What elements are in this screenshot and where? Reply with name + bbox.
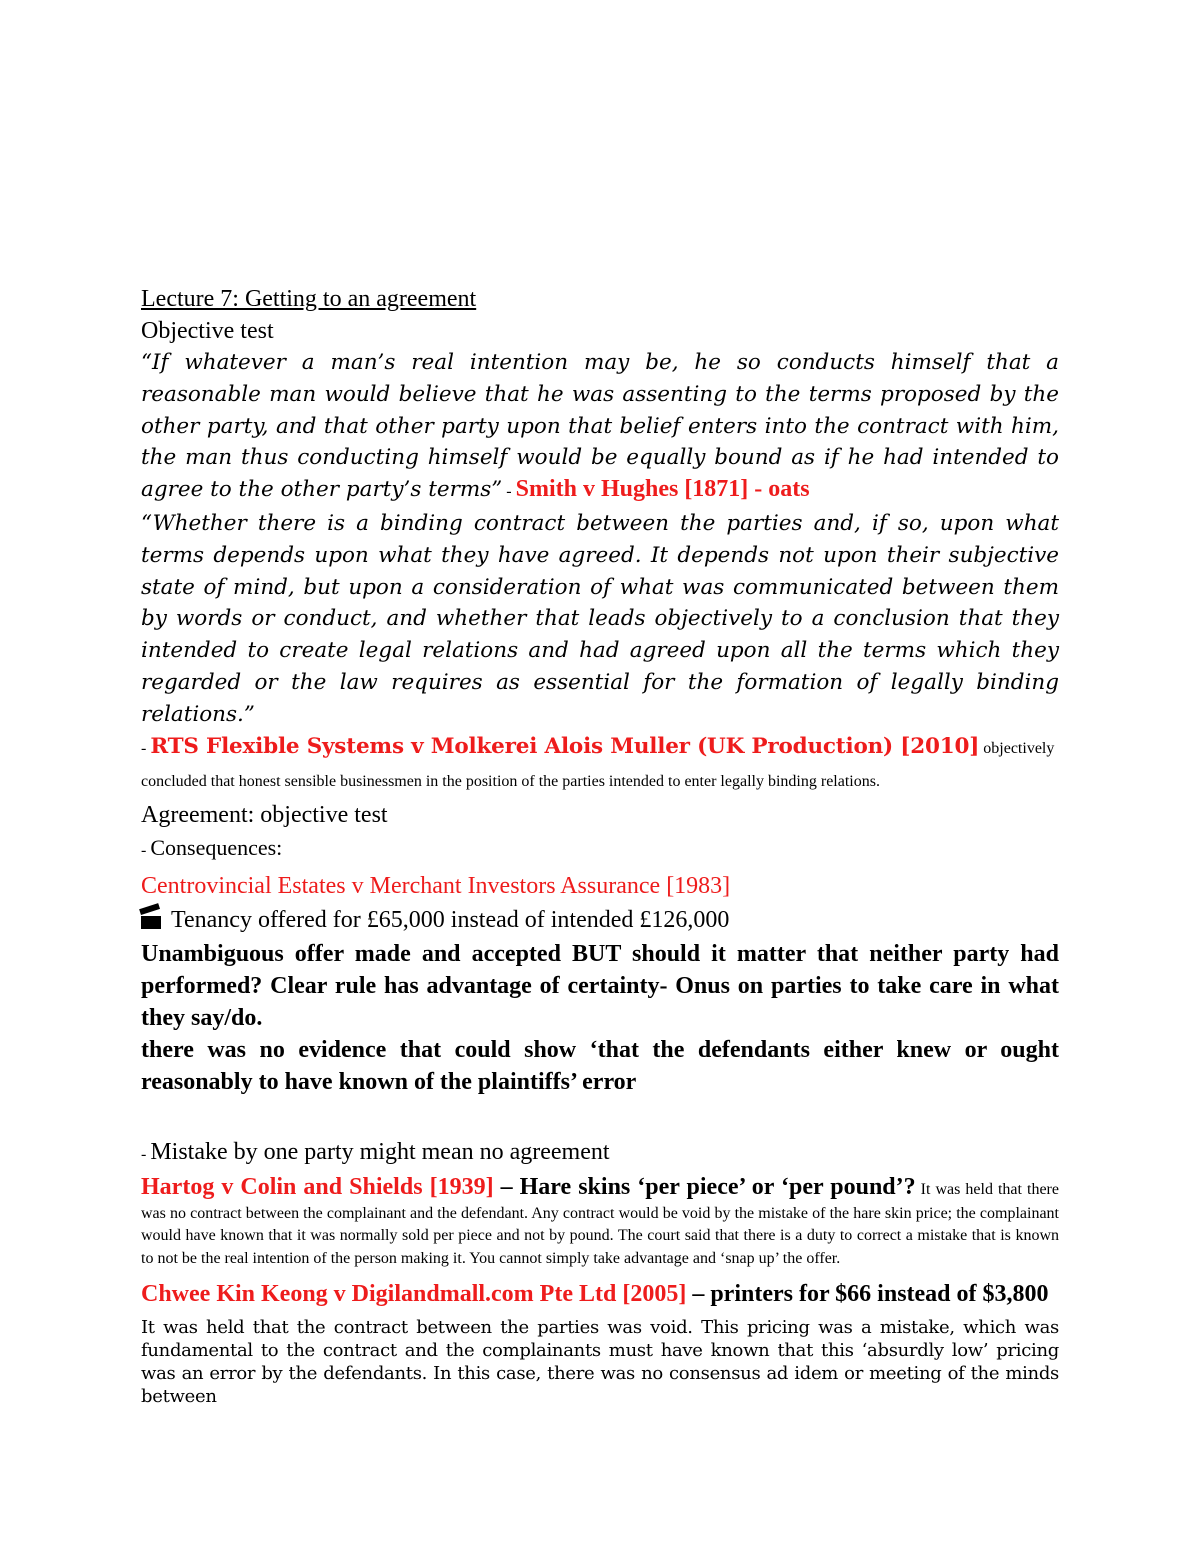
hartog-note: It was held that there was no contract between the complainant and the defendant. Any contract would be void by the mistake of the hare skin price; the complainant would have known that it was normally sold per piece and not by pound. The court said that there is a duty to correct a mistake that is known to not be the real intention of the person making it. You cannot simply take advantage and ‘snap up’ the offer. <box>141 1180 1059 1267</box>
smith-v-hughes-case: Smith v Hughes [1871] - oats <box>515 476 810 503</box>
agreement-heading: Agreement: objective test <box>141 801 388 828</box>
consequences-label: Consequences: <box>150 834 283 860</box>
chwee-desc: – printers for $66 instead of $3,800 <box>686 1281 1049 1308</box>
quote-dash: - <box>502 483 516 501</box>
clapperboard-icon <box>141 909 163 929</box>
rts-dash: - <box>141 739 151 757</box>
mistake-dash: - <box>141 1145 151 1163</box>
mistake-heading-text: Mistake by one party might mean no agreement <box>150 1138 610 1165</box>
mistake-heading <box>141 1136 1059 1171</box>
smith-v-hughes-quote <box>141 347 1059 508</box>
document-page <box>141 283 1059 1408</box>
consequences-line <box>141 833 1059 866</box>
objective-test-heading: Objective test <box>141 318 274 344</box>
tenancy-text: Tenancy offered for £65,000 instead of intended £126,000 <box>171 906 730 933</box>
quote-text: “If whatever a man’s real intention may be, he so conducts himself that a reasonable man would believe that he was assenting to the terms proposed by the other party, and that other party upon that belief enters into the contract with him, the man thus conducting himself would be equally bound as if he had intended to agree to the other party’s terms” <box>141 350 1059 503</box>
blank-line <box>141 1098 1059 1128</box>
rts-note: objectively concluded that honest sensible businessmen in the position of the parties intended to enter legally binding relations. <box>141 739 1055 790</box>
chwee-heading <box>141 1278 1059 1310</box>
centrovincial-case: Centrovincial Estates v Merchant Investors Assurance [1983] <box>141 872 731 899</box>
lecture-title: Lecture 7: Getting to an agreement <box>141 286 477 312</box>
consequences-dash: - <box>141 841 151 859</box>
rts-case: RTS Flexible Systems v Molkerei Alois Muller (UK Production) [2010] <box>150 733 980 759</box>
no-evidence-paragraph: there was no evidence that could show ‘that the defendants either knew or ought reasonably to have known of the plaintiffs’ error <box>141 1036 1059 1095</box>
tenancy-line <box>141 904 1059 936</box>
rts-case-paragraph <box>141 731 1059 795</box>
rts-quote: “Whether there is a binding contract between the parties and, if so, upon what terms depends upon what they have agreed. It depends not upon their subjective state of mind, but upon a consideration of what was communicated between them by words or conduct, and whether that leads objectively to a conclusion that they intended to create legal relations and had agreed upon all the terms which they regarded or the law requires as essential for the formation of legally binding relations.” <box>141 510 1059 727</box>
hartog-case: Hartog v Colin and Shields [1939] <box>141 1173 494 1200</box>
chwee-note: It was held that the contract between the parties was void. This pricing was a mistake, which was fundamental to the contract and the complainants must have known that this ‘absurdly low’ pricing was an error by the defendants. In this case, there was no consensus ad idem or meeting of the minds between <box>141 1317 1059 1408</box>
chwee-case: Chwee Kin Keong v Digilandmall.com Pte Ltd [2005] <box>141 1281 687 1308</box>
hartog-paragraph <box>141 1171 1059 1271</box>
hartog-desc: – Hare skins ‘per piece’ or ‘per pound’? <box>493 1173 916 1200</box>
unambiguous-paragraph: Unambiguous offer made and accepted BUT should it matter that neither party had performed? Clear rule has advantage of certainty- Onus on parties to take care in what they say/do. <box>141 940 1059 1031</box>
